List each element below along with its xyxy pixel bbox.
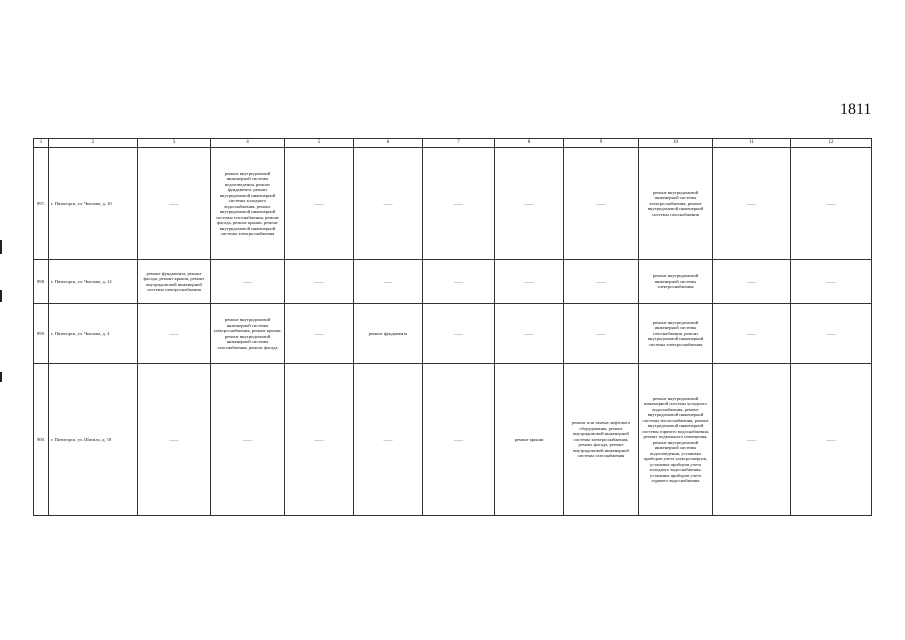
cell: ремонт внутридомовой инженерной системы электроснабжения, ремонт крыши, ремонт внутридомовой инженерной системы газоснабжения, ремонт фасада [211, 304, 285, 364]
table-row [34, 364, 872, 516]
cell: —— [285, 148, 354, 260]
cell: —— [791, 260, 872, 304]
row-number: 900. [34, 364, 49, 516]
column-header: 3 [138, 139, 211, 148]
table-row [34, 304, 872, 364]
cell: ремонт внутридомовой инженерной системы газоснабжения, ремонт внутридомовой инженерной системы электроснабжения [639, 304, 713, 364]
column-header: 11 [713, 139, 791, 148]
row-number: 898. [34, 260, 49, 304]
address-cell: г. Пятигорск, ул. Чкалова, д. 12 [49, 260, 138, 304]
address-cell: г. Пятигорск, ул. Чкалова, д. 4 [49, 304, 138, 364]
cell: ремонт внутридомовой инженерной системы электроснабжения, ремонт внутридомовой инженерной системы газоснабжения [639, 148, 713, 260]
cell: —— [211, 364, 285, 516]
cell: ремонт фундамента, ремонт фасада, ремонт крыши, ремонт внутридомовой инженерной системы электроснабжения [138, 260, 211, 304]
cell: —— [423, 260, 495, 304]
cell: ремонт фундамента [354, 304, 423, 364]
cell: —— [285, 364, 354, 516]
cell: —— [713, 260, 791, 304]
cell: —— [564, 260, 639, 304]
column-header: 9 [564, 139, 639, 148]
cell: ремонт или замена лифтового оборудования, ремонт внутридомовой инженерной системы электроснабжения, ремонт фасада, ремонт внутридомовой инженерной системы газоснабжения [564, 364, 639, 516]
column-header: 5 [285, 139, 354, 148]
column-header: 6 [354, 139, 423, 148]
cell: —— [713, 364, 791, 516]
cell: —— [423, 364, 495, 516]
column-header: 10 [639, 139, 713, 148]
cell: —— [138, 304, 211, 364]
cell: ремонт внутридомовой инженерной системы холодного водоснабжения, ремонт внутридомовой инженерной системы теплоснабжения, ремонт внутридомовой инженерной системы горячего водоснабжения, ремонт подвального помещения, ремонт внутридомовой инженерной системы водоотведения, установка приборов учета электроэнергии, установка приборов учета холодного водоснабжения, установка приборов учета горячего водоснабжения [639, 364, 713, 516]
register-table [33, 138, 872, 516]
table-row [34, 148, 872, 260]
cell: —— [791, 148, 872, 260]
scan-artifact [0, 372, 2, 382]
column-header: 1 [34, 139, 49, 148]
header-row [34, 139, 872, 148]
cell: —— [285, 304, 354, 364]
cell: —— [211, 260, 285, 304]
cell: —— [354, 148, 423, 260]
cell: —— [791, 364, 872, 516]
column-header: 12 [791, 139, 872, 148]
cell: —— [138, 364, 211, 516]
address-cell: г. Пятигорск, ул. Шатило, д. 18 [49, 364, 138, 516]
cell: —— [495, 260, 564, 304]
cell: —— [423, 304, 495, 364]
table-row [34, 260, 872, 304]
column-header: 8 [495, 139, 564, 148]
cell: ремонт крыши [495, 364, 564, 516]
cell: ремонт внутридомовой инженерной системы водоотведения, ремонт фундамента, ремонт внутридомовой инженерной системы холодного водоснабжения, ремонт внутридомовой инженерной системы газоснабжения, ремонт фасада, ремонт крыши, ремонт внутридомовой инженерной системы электроснабжения [211, 148, 285, 260]
cell: —— [791, 304, 872, 364]
column-header: 4 [211, 139, 285, 148]
page-number: 1811 [840, 101, 872, 118]
column-header: 2 [49, 139, 138, 148]
cell: ремонт внутридомовой инженерной системы электроснабжения [639, 260, 713, 304]
cell: —— [495, 148, 564, 260]
cell: —— [713, 148, 791, 260]
cell: —— [354, 260, 423, 304]
row-number: 899. [34, 304, 49, 364]
cell: —— [564, 304, 639, 364]
cell: —— [285, 260, 354, 304]
row-number: 897. [34, 148, 49, 260]
cell: —— [713, 304, 791, 364]
cell: —— [423, 148, 495, 260]
scan-artifact [0, 240, 2, 254]
address-cell: г. Пятигорск, ул. Чкалова, д. 10 [49, 148, 138, 260]
column-header: 7 [423, 139, 495, 148]
cell: —— [138, 148, 211, 260]
cell: —— [354, 364, 423, 516]
cell: —— [495, 304, 564, 364]
scan-artifact [0, 290, 2, 302]
cell: —— [564, 148, 639, 260]
